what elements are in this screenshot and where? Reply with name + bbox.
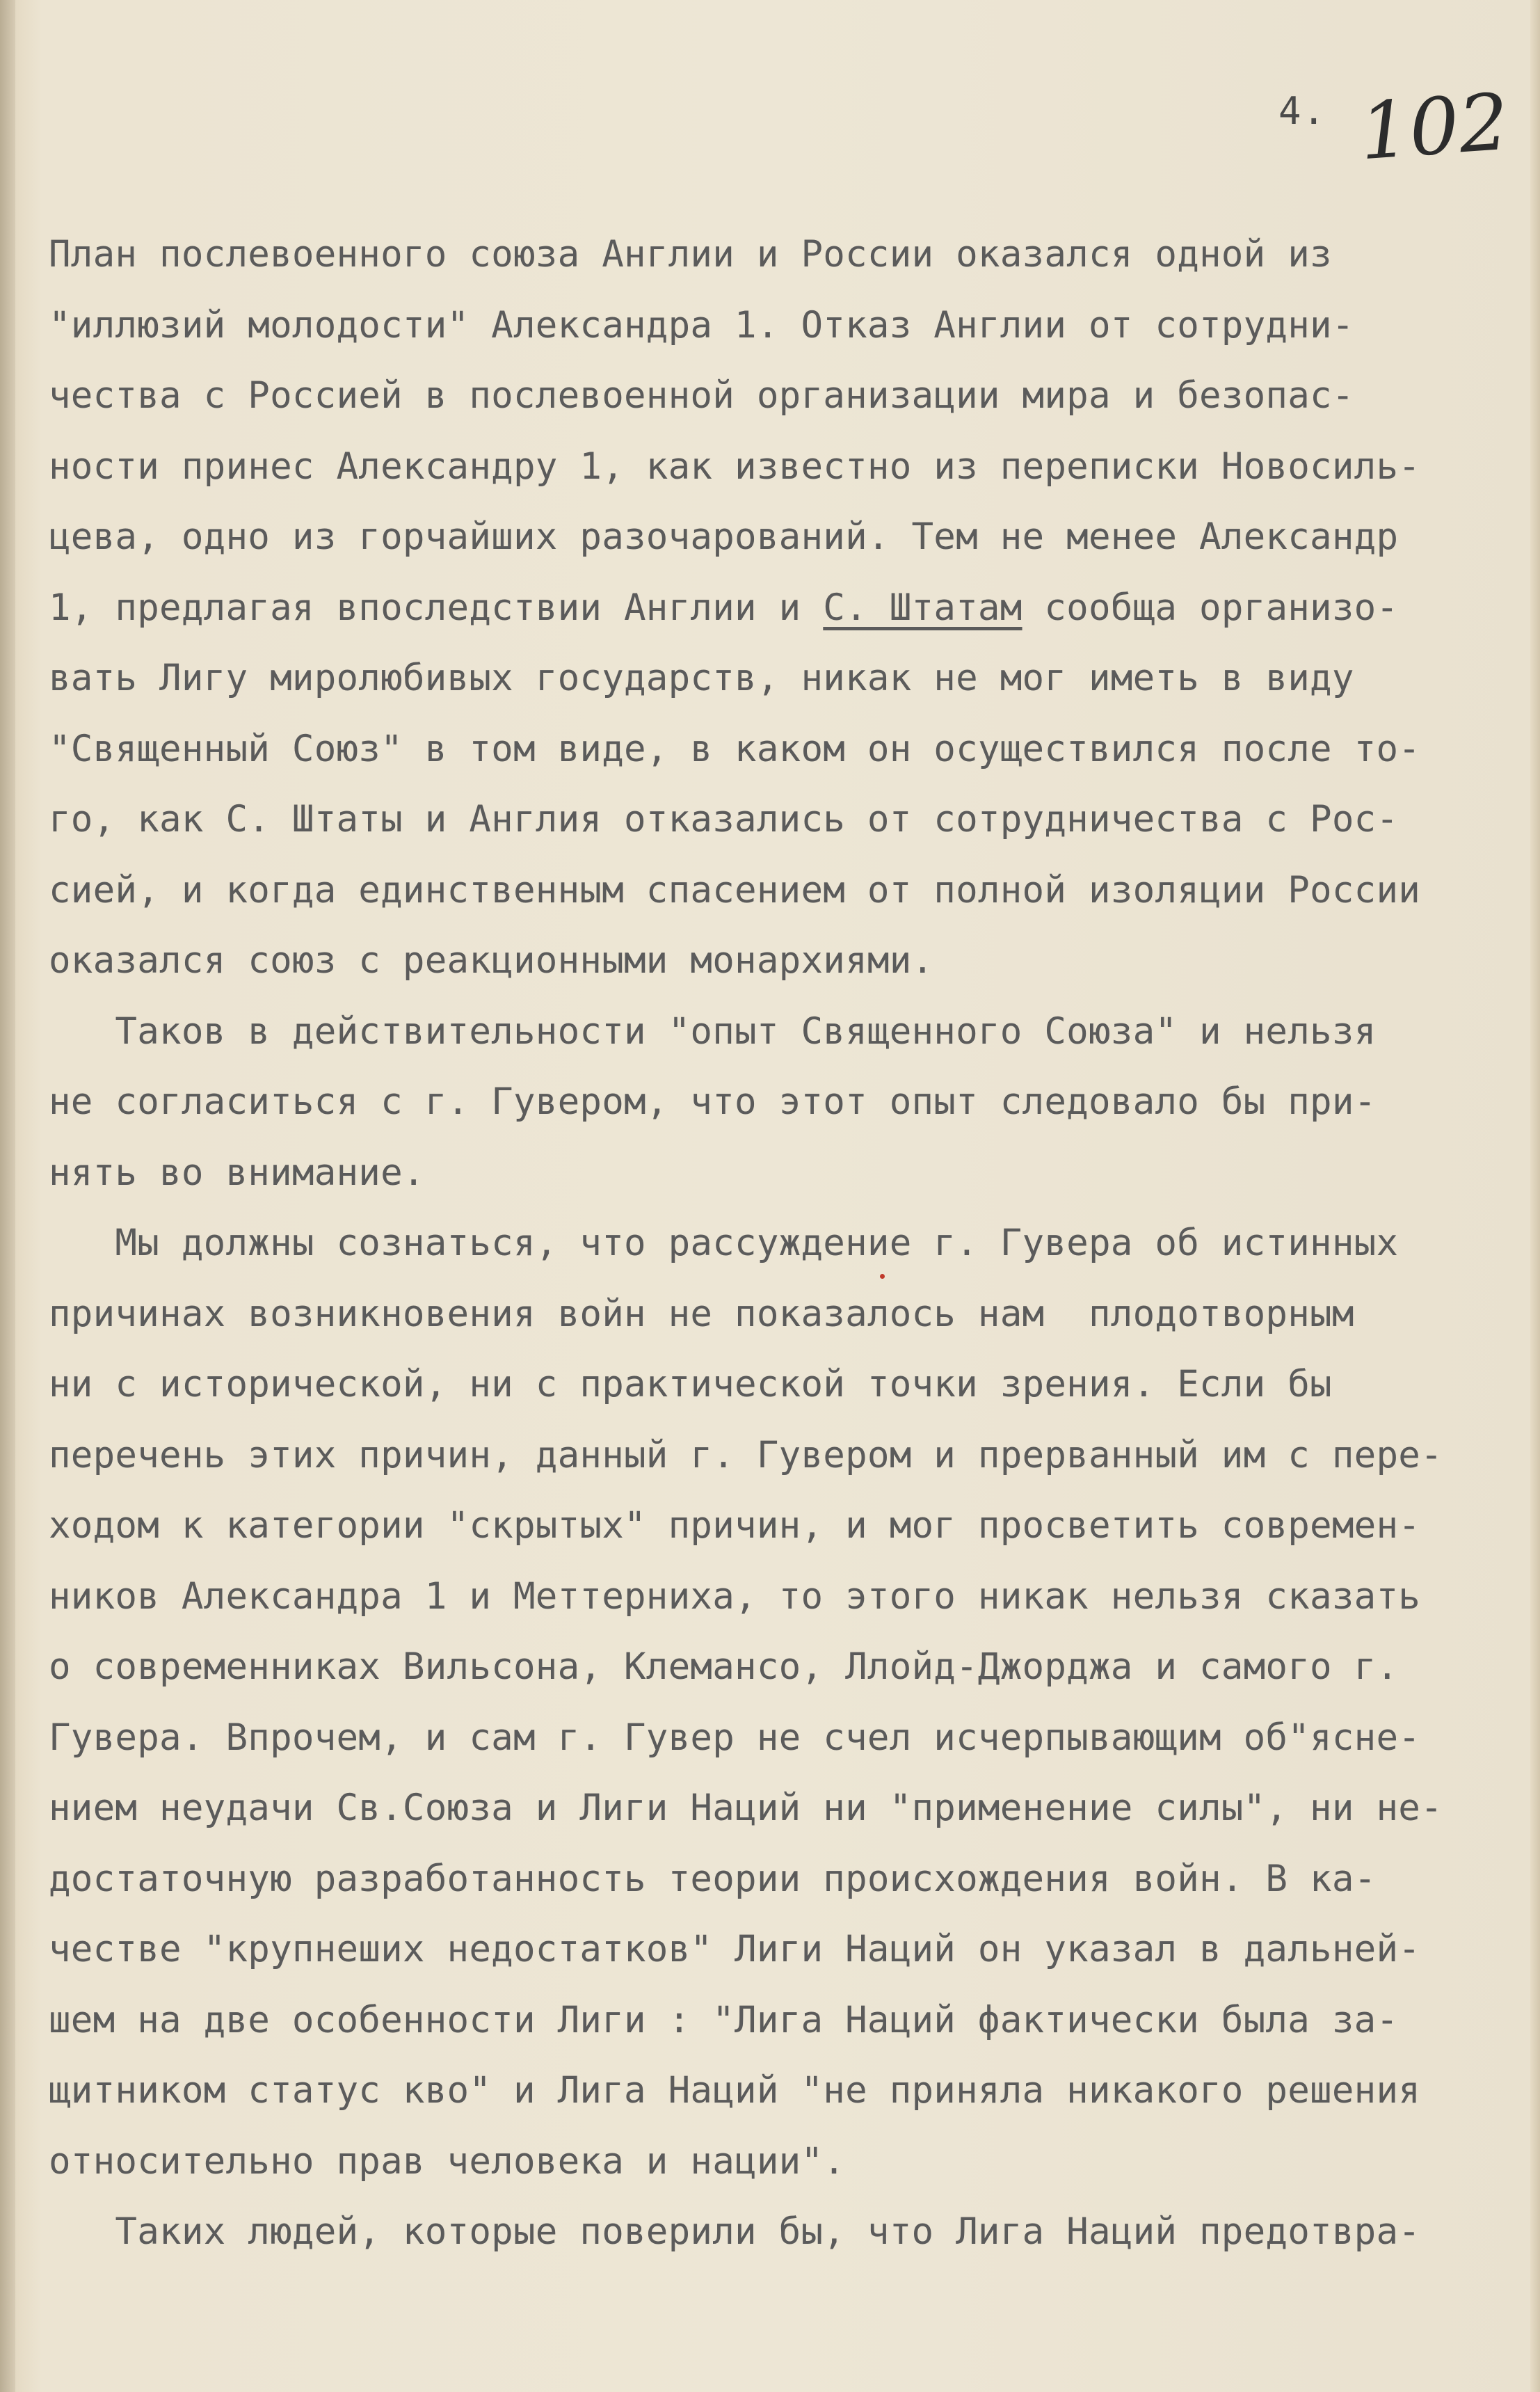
text-line: ников Александра 1 и Меттерниха, то этого никак нельзя сказать [49, 1574, 1421, 1618]
text-segment: сообща организо- [1022, 586, 1399, 629]
text-line: о современниках Вильсона, Клемансо, Ллойд-Джорджа и самого г. [49, 1645, 1399, 1688]
text-line: Таков в действительности "опыт Священного Союза" и нельзя [49, 1010, 1377, 1053]
text-line: достаточную разработанность теории происхождения войн. В ка- [49, 1857, 1377, 1900]
text-line: ходом к категории "скрытых" причин, и мог просветить современ- [49, 1504, 1421, 1547]
text-line: нять во внимание. [49, 1151, 425, 1194]
typed-text-body [49, 219, 1516, 2267]
text-line: щитником статус кво" и Лига Наций "не приняла никакого решения [49, 2069, 1421, 2112]
text-line: перечень этих причин, данный г. Гувером и прерванный им с пере- [49, 1433, 1443, 1476]
text-line: "Священный Союз" в том виде, в каком он осуществился после то- [49, 727, 1421, 770]
text-line: причинах возникновения войн не показалось нам плодотворным [49, 1292, 1354, 1335]
text-line: честве "крупнеших недостатков" Лиги Наций он указал в дальней- [49, 1928, 1421, 1970]
page-right-edge [1530, 0, 1540, 2392]
text-line: оказался союз с реакционными монархиями. [49, 939, 934, 982]
text-line: го, как С. Штаты и Англия отказались от сотрудничества с Рос- [49, 798, 1399, 840]
underlined-text: С. Штатам [823, 586, 1022, 629]
text-line: нием неудачи Св.Союза и Лиги Наций ни "применение силы", ни не- [49, 1787, 1443, 1829]
text-segment: 1, предлагая впоследствии Англии и [49, 586, 824, 629]
red-pencil-mark [880, 1274, 885, 1279]
text-line: Таких людей, которые поверили бы, что Лига Наций предотвра- [49, 2210, 1421, 2253]
text-line: ни с исторической, ни с практической точки зрения. Если бы [49, 1363, 1332, 1405]
text-line: ности принес Александру 1, как известно из переписки Новосиль- [49, 445, 1421, 488]
text-line [49, 573, 1516, 644]
text-line: не согласиться с г. Гувером, что этот опыт следовало бы при- [49, 1081, 1377, 1123]
text-line: "иллюзий молодости" Александра 1. Отказ Англии от сотрудни- [49, 303, 1354, 346]
page-number: 4. [1278, 89, 1327, 133]
text-line: вать Лигу миролюбивых государств, никак не мог иметь в виду [49, 657, 1354, 699]
page-left-edge [0, 0, 15, 2392]
handwritten-archive-number: 102 [1356, 77, 1512, 178]
text-line: сией, и когда единственным спасением от полной изоляции России [49, 868, 1421, 911]
text-line: Гувера. Впрочем, и сам г. Гувер не счел исчерпывающим об"ясне- [49, 1716, 1421, 1759]
text-line: относительно прав человека и нации". [49, 2139, 846, 2183]
text-line: Мы должны сознаться, что рассуждение г. Гувера об истинных [49, 1222, 1399, 1264]
text-line: План послевоенного союза Англии и России оказался одной из [49, 233, 1332, 276]
text-line: чества с Россией в послевоенной организации мира и безопас- [49, 374, 1354, 417]
text-line: цева, одно из горчайших разочарований. Тем не менее Александр [49, 516, 1399, 558]
text-line: шем на две особенности Лиги : "Лига Наций фактически была за- [49, 1998, 1399, 2041]
